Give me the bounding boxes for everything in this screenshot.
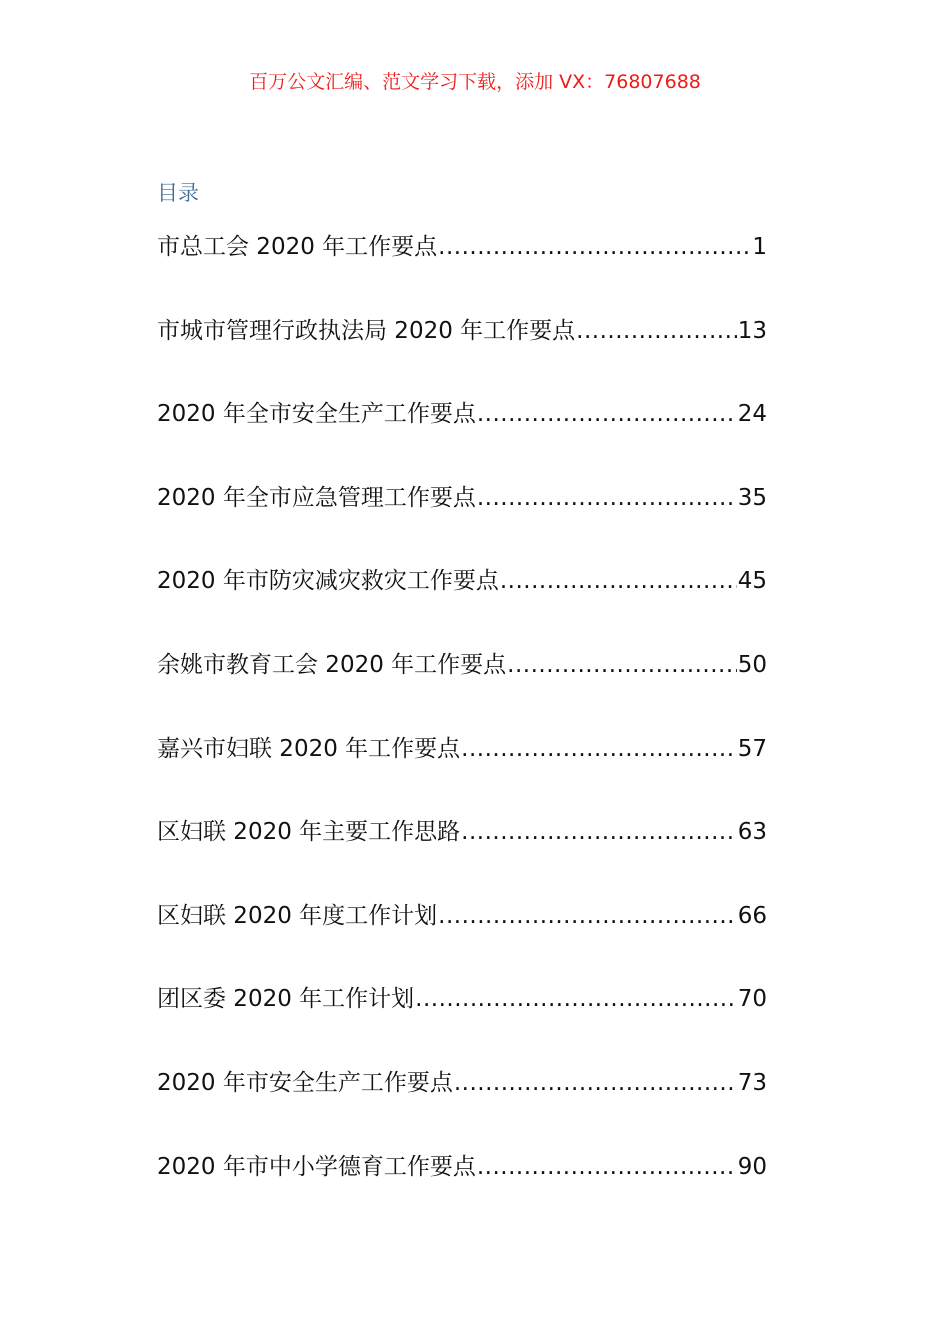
toc-page-number: 70 <box>737 986 767 1013</box>
toc-entry[interactable] <box>157 815 767 899</box>
toc-entry[interactable] <box>157 899 767 983</box>
toc-page-number: 90 <box>737 1153 767 1180</box>
toc-leader-dots <box>477 1150 737 1184</box>
toc-entry[interactable] <box>157 1150 767 1234</box>
toc-entry-title: 团区委 2020 年工作计划 <box>157 986 415 1013</box>
toc-leader-dots <box>415 982 737 1016</box>
toc-entry[interactable] <box>157 564 767 648</box>
toc-leader-dots <box>477 481 737 515</box>
toc-entry[interactable] <box>157 314 767 398</box>
toc-leader-dots <box>461 815 737 849</box>
toc-page-number: 45 <box>737 568 767 595</box>
toc-page-number: 24 <box>737 401 767 428</box>
toc-leader-dots <box>477 397 737 431</box>
toc-page-number: 35 <box>737 484 767 511</box>
toc-page-number: 63 <box>737 819 767 846</box>
toc-entry[interactable] <box>157 481 767 565</box>
toc-entry-title: 区妇联 2020 年度工作计划 <box>157 902 438 929</box>
toc-leader-dots <box>507 648 737 682</box>
toc-entry-title: 2020 年市中小学德育工作要点 <box>157 1153 476 1180</box>
toc-entry-title: 嘉兴市妇联 2020 年工作要点 <box>157 735 461 762</box>
toc-entry-title: 市城市管理行政执法局 2020 年工作要点 <box>157 317 576 344</box>
toc-entry[interactable] <box>157 982 767 1066</box>
toc-leader-dots <box>438 230 751 264</box>
toc-entry-title: 市总工会 2020 年工作要点 <box>157 234 438 260</box>
toc-entry[interactable] <box>157 230 767 314</box>
toc-page-number: 1 <box>752 234 767 260</box>
toc-title: 目录 <box>157 181 199 205</box>
toc-entry[interactable] <box>157 732 767 816</box>
toc-page-number: 50 <box>737 651 767 678</box>
toc-entry-title: 余姚市教育工会 2020 年工作要点 <box>157 651 507 678</box>
table-of-contents <box>157 230 767 1233</box>
toc-entry[interactable] <box>157 397 767 481</box>
toc-page-number: 66 <box>737 902 767 929</box>
toc-leader-dots <box>576 314 737 348</box>
toc-page-number: 13 <box>737 317 767 344</box>
toc-entry-title: 区妇联 2020 年主要工作思路 <box>157 819 461 846</box>
toc-page-number: 73 <box>737 1069 767 1096</box>
toc-leader-dots <box>500 564 737 598</box>
toc-page-number: 57 <box>737 735 767 762</box>
toc-leader-dots <box>461 732 737 766</box>
toc-entry[interactable] <box>157 648 767 732</box>
header-banner: 百万公文汇编、范文学习下载，添加 VX：76807688 <box>249 71 701 93</box>
toc-entry-title: 2020 年全市安全生产工作要点 <box>157 401 476 428</box>
toc-entry-title: 2020 年市防灾减灾救灾工作要点 <box>157 568 499 595</box>
toc-entry-title: 2020 年市安全生产工作要点 <box>157 1069 453 1096</box>
toc-entry[interactable] <box>157 1066 767 1150</box>
toc-entry-title: 2020 年全市应急管理工作要点 <box>157 484 476 511</box>
toc-leader-dots <box>454 1066 737 1100</box>
toc-leader-dots <box>438 899 737 933</box>
